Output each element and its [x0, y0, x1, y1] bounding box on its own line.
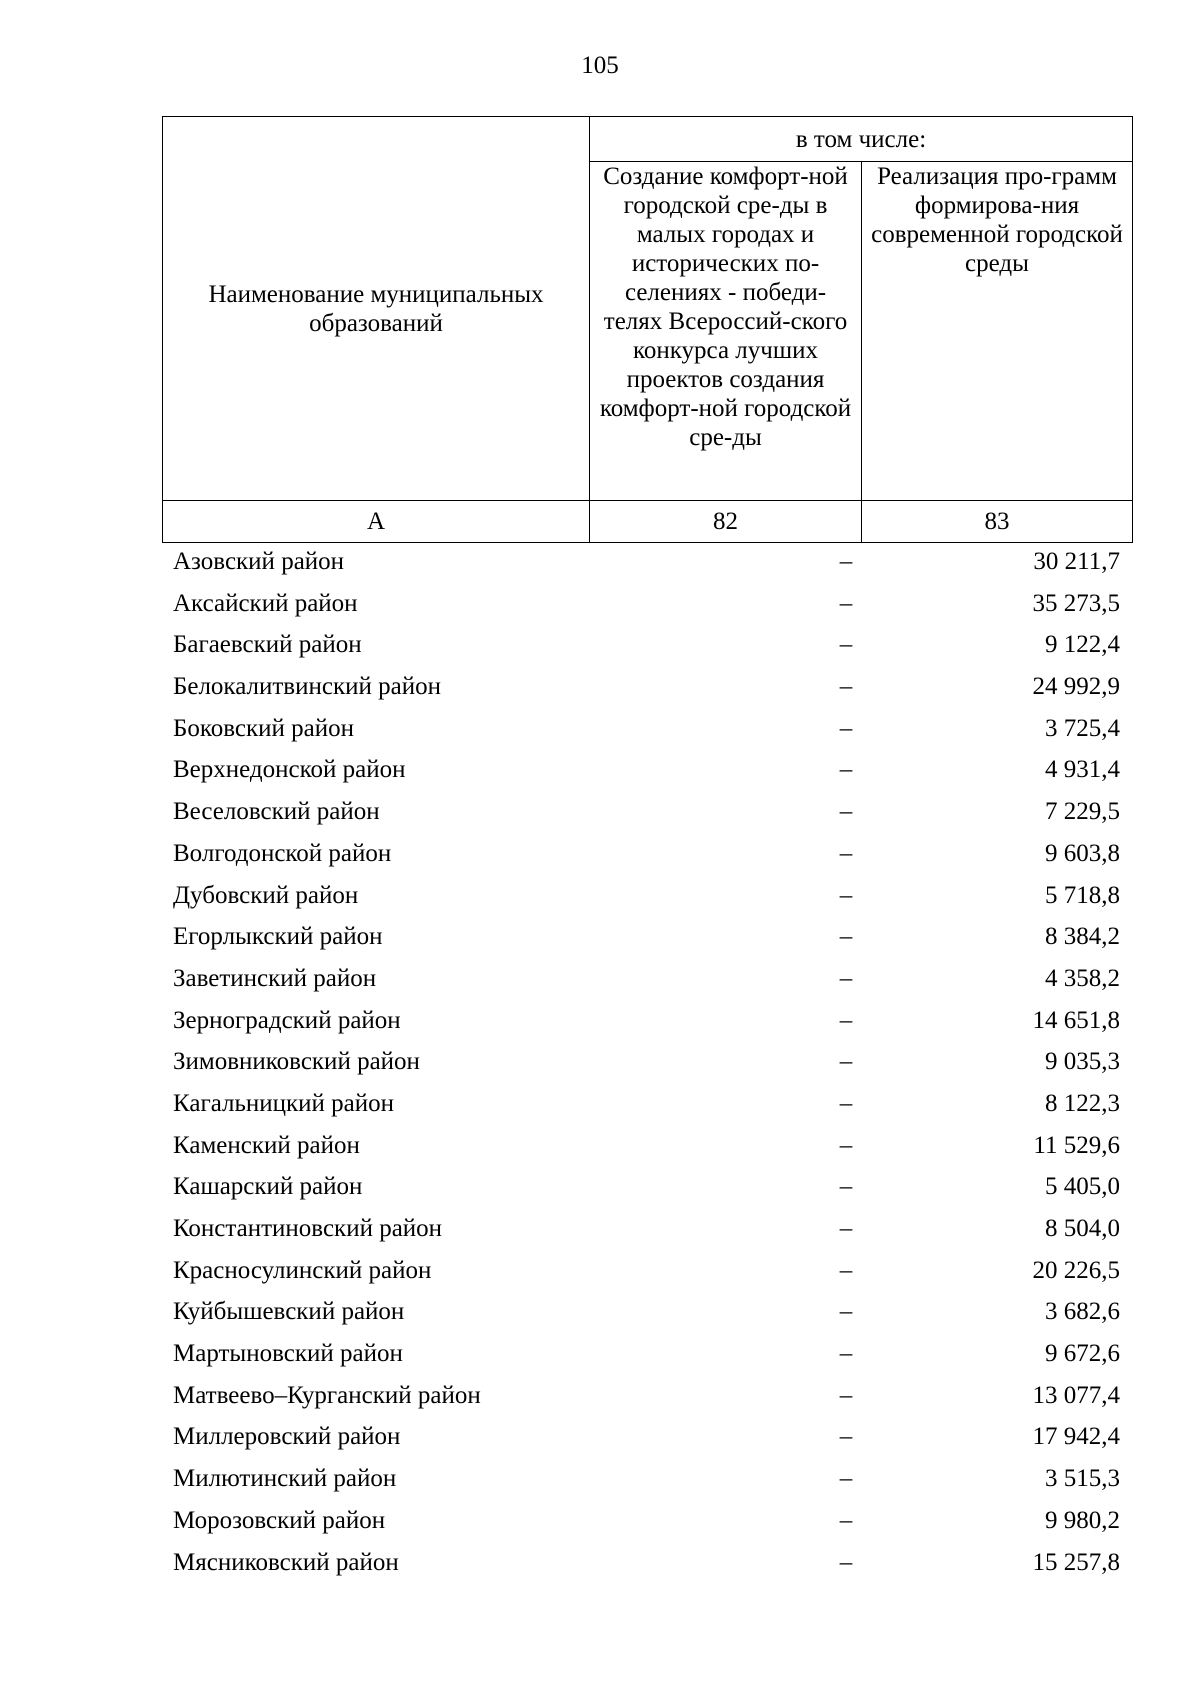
- column-header-including: в том числе:: [590, 117, 1133, 162]
- table-row: [162, 1375, 1132, 1417]
- value-col-83: 11 529,6: [1033, 1131, 1120, 1159]
- table-row: [162, 1166, 1132, 1208]
- table-row: [162, 1250, 1132, 1292]
- value-col-82: –: [839, 1381, 853, 1409]
- value-col-82: –: [839, 1173, 853, 1201]
- municipality-name: Веселовский район: [173, 798, 380, 826]
- municipality-name: Белокалитвинский район: [173, 673, 441, 701]
- value-col-82: –: [839, 714, 853, 742]
- table-row: [162, 1542, 1132, 1584]
- value-col-83: 35 273,5: [1032, 589, 1120, 617]
- municipality-name: Мясниковский район: [173, 1548, 399, 1576]
- value-col-82: –: [839, 589, 853, 617]
- municipality-name: Верхнедонской район: [173, 756, 406, 784]
- value-col-82: –: [839, 964, 853, 992]
- table-row: [162, 583, 1132, 625]
- value-col-83: 13 077,4: [1032, 1381, 1120, 1409]
- table-row: [162, 791, 1132, 833]
- column-header-82: Создание комфорт-ной городской сре-ды в малых городах и исторических по-селениях - победи-телях Всероссий-ского конкурса лучших проектов создания комфорт-ной городской сре-ды: [590, 162, 862, 501]
- municipality-name: Боковский район: [173, 714, 354, 742]
- value-col-83: 7 229,5: [1045, 798, 1120, 826]
- value-col-83: 9 122,4: [1045, 631, 1120, 659]
- value-col-83: 9 672,6: [1045, 1340, 1120, 1368]
- table-row: [162, 916, 1132, 958]
- table-row: [162, 1083, 1132, 1125]
- page-number: 105: [581, 52, 619, 79]
- municipality-name: Заветинский район: [173, 964, 377, 992]
- table-row: [162, 1208, 1132, 1250]
- municipality-name: Морозовский район: [173, 1506, 386, 1534]
- value-col-82: –: [839, 1465, 853, 1493]
- municipality-name: Волгодонской район: [173, 839, 392, 867]
- value-col-83: 14 651,8: [1032, 1006, 1120, 1034]
- table-row: [162, 1041, 1132, 1083]
- value-col-82: –: [839, 1506, 853, 1534]
- municipality-name: Егорлыкский район: [173, 923, 383, 951]
- value-col-82: –: [839, 1423, 853, 1451]
- municipality-name: Зерноградский район: [173, 1006, 401, 1034]
- value-col-83: 3 725,4: [1045, 714, 1120, 742]
- municipality-name: Аксайский район: [173, 589, 358, 617]
- value-col-83: 8 122,3: [1045, 1089, 1120, 1117]
- column-number-82: 82: [590, 501, 862, 543]
- value-col-83: 9 035,3: [1045, 1048, 1120, 1076]
- value-col-82: –: [839, 1006, 853, 1034]
- table-row: [162, 1125, 1132, 1167]
- table-row: [162, 541, 1132, 583]
- value-col-82: –: [839, 1340, 853, 1368]
- column-number-83: 83: [862, 501, 1133, 543]
- table-row: [162, 958, 1132, 1000]
- value-col-83: 5 718,8: [1045, 881, 1120, 909]
- value-col-83: 15 257,8: [1032, 1548, 1120, 1576]
- value-col-82: –: [839, 756, 853, 784]
- municipality-name: Матвеево–Курганский район: [173, 1381, 481, 1409]
- value-col-83: 17 942,4: [1032, 1423, 1120, 1451]
- value-col-82: –: [839, 673, 853, 701]
- value-col-82: –: [839, 1048, 853, 1076]
- municipality-name: Кагальницкий район: [173, 1089, 395, 1117]
- table-body: [162, 541, 1132, 1583]
- table-row: [162, 833, 1132, 875]
- municipality-name: Каменский район: [173, 1131, 360, 1159]
- municipality-name: Красносулинский район: [173, 1256, 432, 1284]
- column-header-83: Реализация про-грамм формирова-ния современной городской среды: [862, 162, 1133, 501]
- value-col-82: –: [839, 839, 853, 867]
- municipality-name: Зимовниковский район: [173, 1048, 420, 1076]
- municipality-name: Куйбышевский район: [173, 1298, 405, 1326]
- value-col-82: –: [839, 631, 853, 659]
- value-col-82: –: [839, 1131, 853, 1159]
- table-row: [162, 1416, 1132, 1458]
- table-row: [162, 1333, 1132, 1375]
- table-row: [162, 1500, 1132, 1542]
- table-row: [162, 1458, 1132, 1500]
- value-col-83: 9 980,2: [1045, 1506, 1120, 1534]
- value-col-83: 4 358,2: [1045, 964, 1120, 992]
- value-col-83: 8 504,0: [1045, 1215, 1120, 1242]
- municipality-name: Милютинский район: [173, 1465, 397, 1493]
- value-col-82: –: [839, 548, 853, 575]
- municipality-name: Кашарский район: [173, 1173, 363, 1201]
- municipality-name: Дубовский район: [173, 881, 359, 909]
- municipality-name: Багаевский район: [173, 631, 362, 659]
- value-col-82: –: [839, 1548, 853, 1576]
- municipality-name: Миллеровский район: [173, 1423, 401, 1451]
- table-row: [162, 1291, 1132, 1333]
- value-col-83: 8 384,2: [1045, 923, 1120, 951]
- value-col-83: 9 603,8: [1045, 839, 1120, 867]
- value-col-83: 3 682,6: [1045, 1298, 1120, 1326]
- value-col-82: –: [839, 1089, 853, 1117]
- value-col-83: 24 992,9: [1032, 673, 1120, 701]
- value-col-82: –: [839, 881, 853, 909]
- table-header: [162, 116, 1133, 543]
- column-header-name: Наименование муниципальных образований: [163, 117, 590, 501]
- value-col-82: –: [839, 798, 853, 826]
- value-col-83: 30 211,7: [1033, 548, 1120, 575]
- table-row: [162, 749, 1132, 791]
- value-col-82: –: [839, 1298, 853, 1326]
- municipality-name: Азовский район: [173, 548, 345, 575]
- table-row: [162, 624, 1132, 666]
- table-row: [162, 1000, 1132, 1042]
- table-row: [162, 708, 1132, 750]
- municipality-name: Константиновский район: [173, 1215, 443, 1242]
- table-row: [162, 666, 1132, 708]
- value-col-83: 3 515,3: [1045, 1465, 1120, 1493]
- table-row: [162, 875, 1132, 917]
- value-col-83: 20 226,5: [1032, 1256, 1120, 1284]
- value-col-82: –: [839, 923, 853, 951]
- value-col-83: 5 405,0: [1045, 1173, 1120, 1201]
- value-col-83: 4 931,4: [1045, 756, 1120, 784]
- municipality-name: Мартыновский район: [173, 1340, 403, 1368]
- value-col-82: –: [839, 1256, 853, 1284]
- value-col-82: –: [839, 1215, 853, 1242]
- column-number-a: А: [163, 501, 590, 543]
